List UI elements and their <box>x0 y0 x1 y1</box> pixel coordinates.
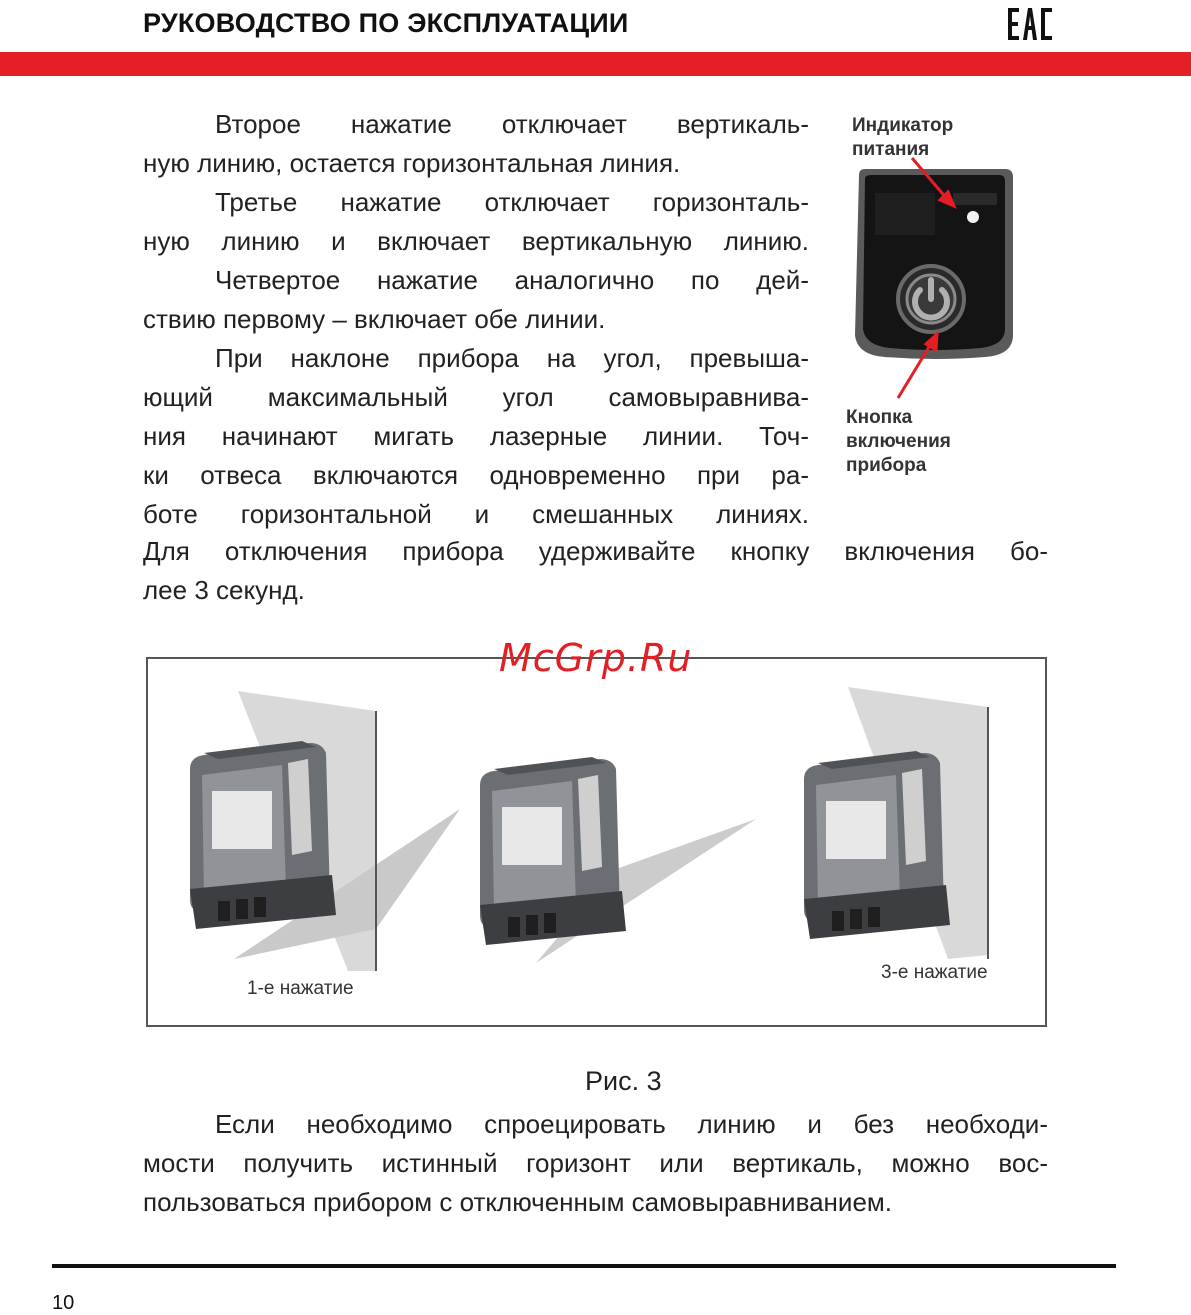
figure-caption: Рис. 3 <box>585 1066 662 1096</box>
paragraph-line: Для отключения прибора удерживайте кнопку включения бо- <box>143 536 1048 566</box>
paragraph-line: ния начинают мигать лазерные линии. Точ- <box>143 421 809 451</box>
callout-arrows <box>890 150 970 410</box>
third-press-label: 3-е нажатие <box>881 962 988 983</box>
first-press-label: 1-е нажатие <box>247 978 354 999</box>
paragraph-line: Четвертое нажатие аналогично по дей- <box>215 265 809 295</box>
paragraph-line: Третье нажатие отключает горизонталь- <box>215 187 809 217</box>
indicator-label: Индикатор питания <box>852 115 954 160</box>
power-button-label: Кнопка включения прибора <box>846 407 951 476</box>
page-number: 10 <box>52 1292 75 1314</box>
paragraph-line: ки отвеса включаются одновременно при ра- <box>143 460 809 490</box>
eac-logo <box>1008 6 1052 42</box>
paragraph-line: боте горизонтальной и смешанных линиях. <box>143 499 809 529</box>
paragraph-line: ющий максимальный угол самовыравнива- <box>143 382 809 412</box>
paragraph-line: ствию первому – включает обе линии. <box>143 304 606 334</box>
paragraph-line: мости получить истинный горизонт или вертикаль, можно вос- <box>143 1148 1048 1178</box>
document-title: РУКОВОДСТВО ПО ЭКСПЛУАТАЦИИ <box>143 8 629 38</box>
paragraph-line: пользоваться прибором с отключенным самовыравниванием. <box>143 1187 892 1217</box>
footer-rule <box>52 1264 1116 1268</box>
paragraph-line: ную линию и включает вертикальную линию. <box>143 226 809 256</box>
watermark: McGrp.Ru <box>499 636 693 680</box>
header-red-band <box>0 52 1191 76</box>
paragraph-line: Второе нажатие отключает вертикаль- <box>215 109 809 139</box>
paragraph-line: ную линию, остается горизонтальная линия. <box>143 148 681 178</box>
paragraph-line: При наклоне прибора на угол, превыша- <box>215 343 809 373</box>
paragraph-line: Если необходимо спроецировать линию и без необходи- <box>215 1109 1048 1139</box>
paragraph-line: лее 3 секунд. <box>143 575 305 605</box>
